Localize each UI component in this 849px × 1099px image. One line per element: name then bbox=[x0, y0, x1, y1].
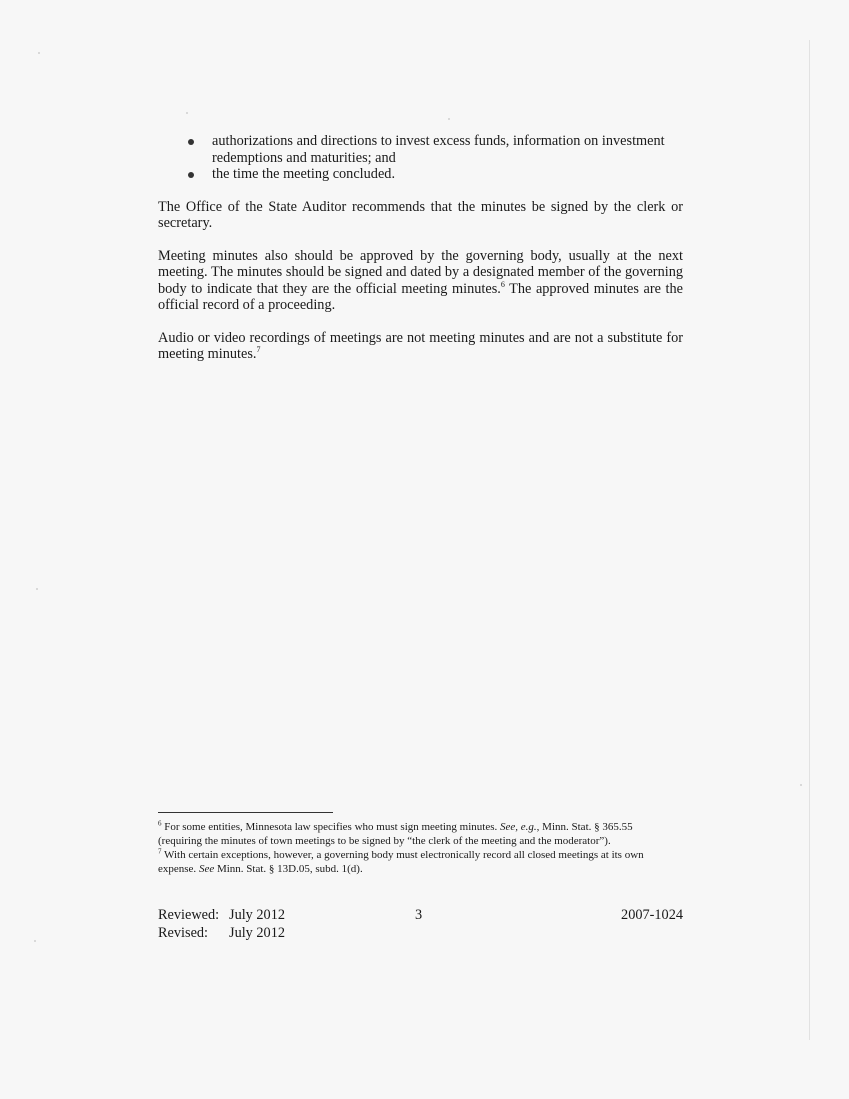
paragraph-text: Audio or video recordings of meetings are not meeting minutes and are not a substitute for meeting minutes. bbox=[158, 329, 683, 362]
footer-row-revised bbox=[158, 924, 683, 942]
paragraph-approval bbox=[158, 248, 683, 314]
footnote-number: 7 bbox=[158, 847, 162, 856]
footer-row-reviewed bbox=[158, 906, 683, 924]
footnote-number: 6 bbox=[158, 819, 162, 828]
scan-speck bbox=[800, 784, 802, 786]
paragraph-text: The Office of the State Auditor recommends that the minutes be signed by the clerk or secretary. bbox=[158, 198, 683, 231]
scan-speck bbox=[448, 118, 450, 120]
footnote-text: For some entities, Minnesota law specifies who must sign meeting minutes. bbox=[161, 821, 501, 833]
footnotes bbox=[158, 820, 678, 876]
list-item bbox=[158, 133, 683, 166]
revised-date: July 2012 bbox=[229, 925, 286, 941]
reviewed-date: July 2012 bbox=[229, 907, 286, 923]
bullet-list bbox=[158, 133, 683, 183]
footnote-text: Minn. Stat. § 13D.05, subd. 1(d). bbox=[214, 863, 363, 875]
footnote-ref-7[interactable]: 7 bbox=[256, 345, 261, 355]
footnote-citation-signal: See bbox=[198, 863, 215, 875]
footnote-7 bbox=[158, 848, 678, 876]
footnote-6 bbox=[158, 820, 678, 848]
paragraph-text: Meeting minutes also should be approved by the governing body, usually at the next meeting. The minutes should be signed and dated by a designated member of the governing body to indicate that they are the official meeting minutes. bbox=[158, 247, 683, 297]
bullet-text: the time the meeting concluded. bbox=[212, 166, 396, 182]
scan-edge-line bbox=[809, 40, 810, 1040]
paragraph-signing bbox=[158, 199, 683, 232]
footnote-ref-6[interactable]: 6 bbox=[500, 279, 505, 289]
document-code: 2007-1024 bbox=[621, 907, 683, 923]
footnote-text: Minn. Stat. § 365.55 (requiring the minutes of town meetings to be signed by “the clerk of the meeting and the moderator”). bbox=[158, 821, 633, 847]
body-text bbox=[158, 133, 683, 363]
page-footer bbox=[158, 906, 683, 942]
footnote-divider bbox=[158, 812, 333, 813]
scan-speck bbox=[34, 940, 36, 942]
bullet-icon bbox=[188, 139, 194, 145]
bullet-icon bbox=[188, 172, 194, 178]
revised-label: Revised: bbox=[158, 925, 209, 941]
scan-speck bbox=[36, 588, 38, 590]
scan-speck bbox=[186, 112, 188, 114]
bullet-text: authorizations and directions to invest excess funds, information on investment redemptions and maturities; and bbox=[212, 133, 665, 166]
list-item bbox=[158, 166, 683, 183]
page-number: 3 bbox=[415, 907, 423, 923]
footnote-text: With certain exceptions, however, a governing body must electronically record all closed meetings at its own expense. bbox=[158, 849, 644, 875]
paragraph-text: The approved minutes are the official record of a proceeding. bbox=[158, 280, 683, 313]
footnote-citation-signal: See, e.g., bbox=[500, 821, 540, 833]
scan-speck bbox=[38, 52, 40, 54]
reviewed-label: Reviewed: bbox=[158, 907, 220, 923]
paragraph-recordings bbox=[158, 330, 683, 363]
